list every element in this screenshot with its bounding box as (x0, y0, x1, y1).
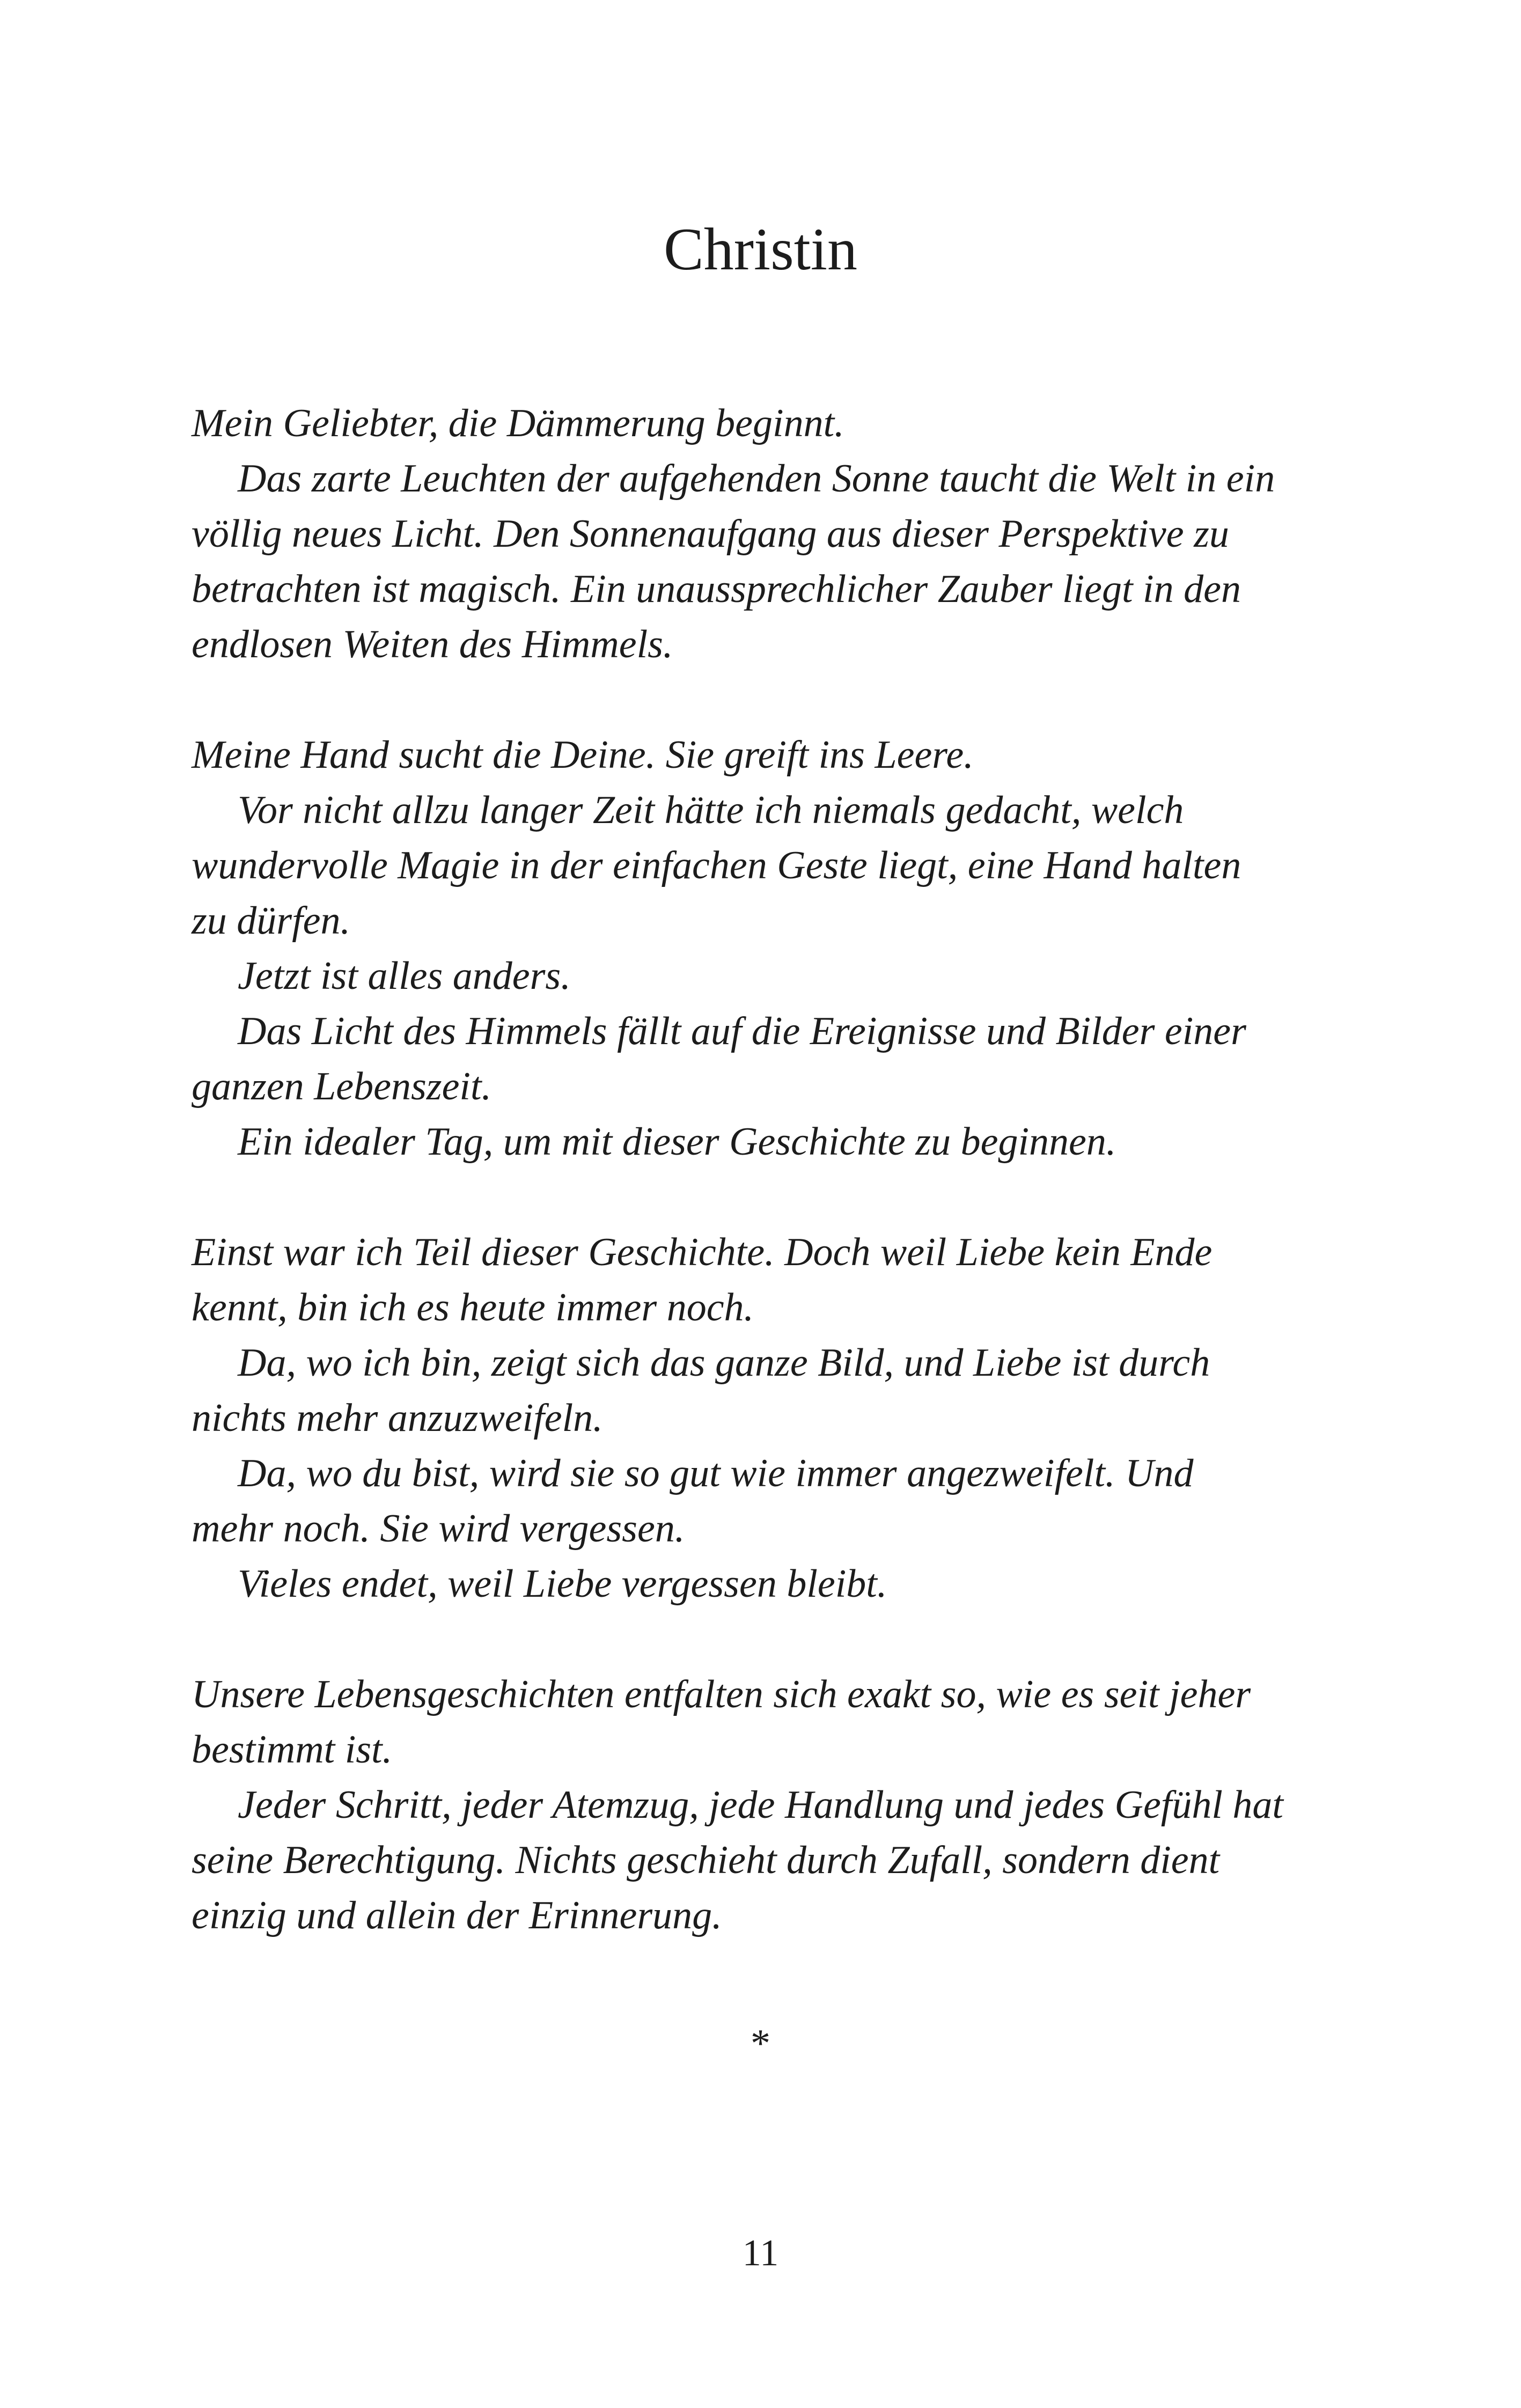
chapter-title: Christin (664, 216, 857, 283)
text-section (192, 396, 1284, 672)
text-section (192, 1225, 1284, 1612)
paragraph: Da, wo ich bin, zeigt sich das ganze Bild, und Liebe ist durch nichts mehr anzuzweifeln. (192, 1341, 1210, 1440)
paragraph: Da, wo du bist, wird sie so gut wie immer angezweifelt. Und mehr noch. Sie wird vergessen. (192, 1451, 1194, 1551)
paragraph: Das Licht des Himmels fällt auf die Ereignisse und Bilder einer ganzen Lebenszeit. (192, 1009, 1246, 1108)
paragraph: Vor nicht allzu langer Zeit hätte ich niemals gedacht, welch wundervolle Magie in der einfachen Geste liegt, eine Hand halten zu dürfen. (192, 788, 1241, 943)
paragraph: Jetzt ist alles anders. (238, 954, 571, 998)
text-section (192, 728, 1284, 1170)
paragraph: Meine Hand sucht die Deine. Sie greift ins Leere. (192, 733, 974, 777)
section-gap (192, 1170, 1284, 1225)
chapter-body (192, 396, 1284, 1943)
section-gap (192, 1612, 1284, 1667)
section-gap (192, 672, 1284, 728)
paragraph: Jeder Schritt, jeder Atemzug, jede Handlung und jedes Gefühl hat seine Berechtigung. Nichts geschieht durch Zufall, sondern dient einzig und allein der Erinnerung. (192, 1783, 1283, 1937)
page-number: 11 (742, 2233, 779, 2274)
paragraph: Ein idealer Tag, um mit dieser Geschichte zu beginnen. (238, 1120, 1116, 1164)
paragraph: Unsere Lebensgeschichten entfalten sich exakt so, wie es seit jeher bestimmt ist. (192, 1672, 1251, 1772)
text-section (192, 1667, 1284, 1943)
paragraph: Einst war ich Teil dieser Geschichte. Doch weil Liebe kein Ende kennt, bin ich es heute immer noch. (192, 1230, 1213, 1330)
paragraph: Das zarte Leuchten der aufgehenden Sonne taucht die Welt in ein völlig neues Licht. Den Sonnenaufgang aus dieser Perspektive zu betrachten ist magisch. Ein unaussprechlicher Zauber liegt in den endlosen Weiten des Himmels. (192, 457, 1275, 666)
paragraph: Vieles endet, weil Liebe vergessen bleibt. (238, 1562, 887, 1606)
paragraph: Mein Geliebter, die Dämmerung beginnt. (192, 401, 844, 445)
section-separator: * (751, 2022, 770, 2066)
